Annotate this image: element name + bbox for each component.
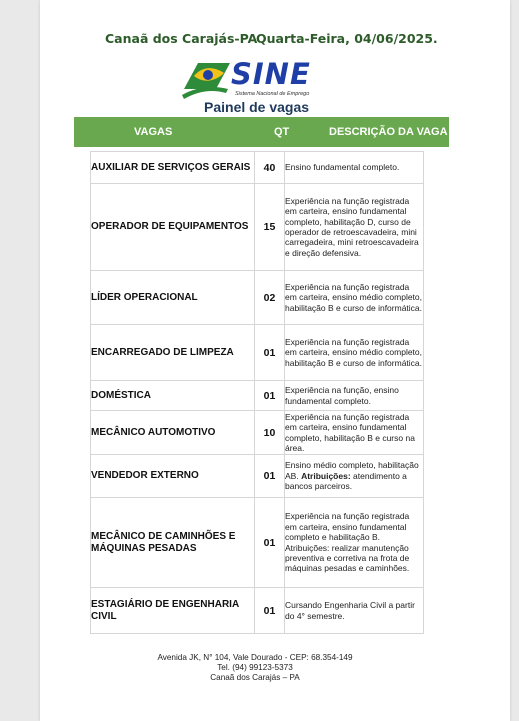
sine-logo — [180, 57, 320, 101]
job-description: Experiência na função registrada em carteira, ensino fundamental completo, habilitação D, curso de operador de retroescavadeira, mini carregadeira, mini retroescavadeira e direção defensiva. — [285, 184, 424, 271]
page-header — [40, 31, 510, 53]
job-description: Cursando Engenharia Civil a partir do 4° semestre. — [285, 588, 424, 634]
table-row — [91, 381, 424, 411]
job-title: MECÂNICO DE CAMINHÕES E MÁQUINAS PESADAS — [91, 498, 255, 588]
job-description-text: Ensino médio completo, habilitação AB. — [285, 460, 419, 481]
footer-address: Avenida JK, N° 104, Vale Dourado - CEP: 68.354-149 — [157, 653, 353, 662]
column-header-vagas: VAGAS — [134, 126, 173, 138]
job-quantity: 15 — [255, 184, 285, 271]
job-quantity: 01 — [255, 325, 285, 381]
footer-phone: Tel. (94) 99123-5373 — [217, 663, 293, 673]
panel-title: Painel de vagas — [204, 99, 310, 115]
job-description: Experiência na função registrada em carteira, ensino fundamental completo, habilitação B e curso na área. — [285, 411, 424, 455]
brazil-flag-swoosh-icon — [180, 59, 234, 99]
column-header-qt: QT — [274, 126, 290, 138]
job-title: OPERADOR DE EQUIPAMENTOS — [91, 184, 255, 271]
table-row — [91, 588, 424, 634]
job-board-page — [40, 0, 510, 721]
job-title: ENCARREGADO DE LIMPEZA — [91, 325, 255, 381]
job-quantity: 01 — [255, 381, 285, 411]
job-title: VENDEDOR EXTERNO — [91, 455, 255, 498]
job-title: DOMÉSTICA — [91, 381, 255, 411]
job-quantity: 10 — [255, 411, 285, 455]
job-title: LÍDER OPERACIONAL — [91, 271, 255, 325]
job-description: Experiência na função registrada em carteira, ensino médio completo, habilitação B e curso de informática. — [285, 271, 424, 325]
job-description-bold: Atribuições: — [301, 470, 351, 481]
job-quantity: 01 — [255, 588, 285, 634]
jobs-table — [90, 151, 424, 634]
job-quantity: 01 — [255, 455, 285, 498]
job-title: MECÂNICO AUTOMOTIVO — [91, 411, 255, 455]
table-row — [91, 271, 424, 325]
sine-subtitle: Sistema Nacional de Emprego — [235, 91, 310, 97]
table-row — [91, 325, 424, 381]
job-description-text: atendimento a bancos parceiros. — [285, 470, 407, 492]
job-description: Ensino fundamental completo. — [285, 152, 424, 184]
job-quantity: 01 — [255, 498, 285, 588]
table-header-bar — [74, 117, 449, 147]
table-row — [91, 411, 424, 455]
job-quantity: 02 — [255, 271, 285, 325]
table-row — [91, 152, 424, 184]
job-quantity: 40 — [255, 152, 285, 184]
table-row — [91, 184, 424, 271]
column-header-descricao: DESCRIÇÃO DA VAGA — [329, 126, 448, 138]
footer-address-block — [40, 653, 470, 684]
footer-city: Canaã dos Carajás – PA — [210, 673, 300, 683]
job-description: Experiência na função registrada em carteira, ensino médio completo, habilitação B e curso de informática. — [285, 325, 424, 381]
table-row — [91, 498, 424, 588]
job-title: ESTAGIÁRIO DE ENGENHARIA CIVIL — [91, 588, 255, 634]
header-city: Canaã dos Carajás-PA — [105, 31, 258, 46]
header-date: Quarta-Feira, 04/06/2025. — [256, 31, 438, 46]
sine-wordmark: SINE — [231, 57, 311, 91]
job-description — [285, 455, 424, 498]
job-description: Experiência na função registrada em carteira, ensino fundamental completo e habilitação B. Atribuições: realizar manutenção preventiva e corretiva na frota de máquinas pesadas e caminhões. — [285, 498, 424, 588]
table-row — [91, 455, 424, 498]
job-description: Experiência na função, ensino fundamental completo. — [285, 381, 424, 411]
job-title: AUXILIAR DE SERVIÇOS GERAIS — [91, 152, 255, 184]
